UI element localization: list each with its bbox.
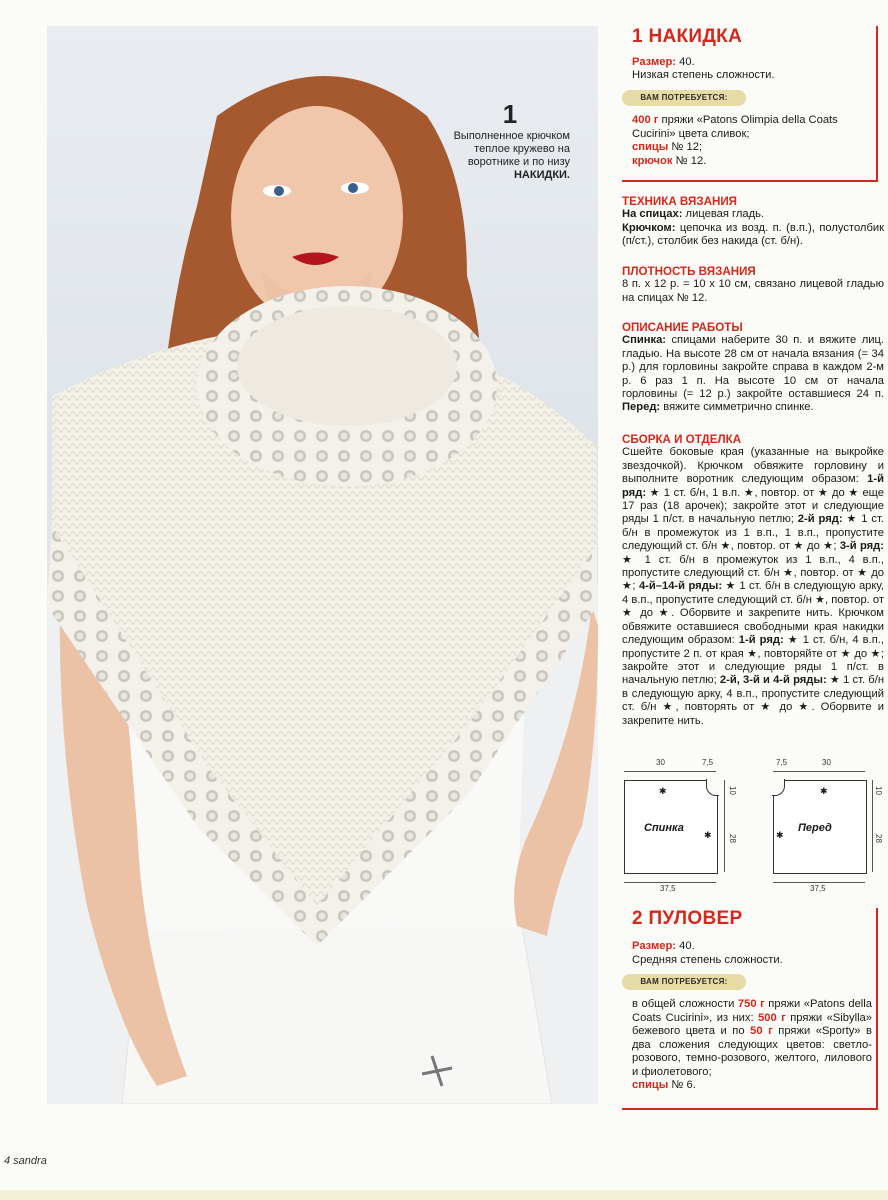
dim-front-right-b: 28 (873, 834, 883, 843)
section-title-poncho: 1 НАКИДКА (632, 26, 743, 47)
dim-back-top-a: 30 (656, 758, 665, 767)
dim-front-right-a: 10 (873, 786, 883, 795)
bottom-strip (0, 1190, 888, 1200)
model-illustration (47, 26, 598, 1104)
materials-list-2: в общей сложности 750 г пряжи «Patons della Coats Cucirini», из них: 500 г пряжи «Sibylla» бежевого цвета и по 50 г пряжи «Sporty» в два сложения следующих цветов: светло-розового, темно-розового, желтого, лилового и фиолетового; спицы № 6. (632, 998, 873, 1091)
technique-heading: ТЕХНИКА ВЯЗАНИЯ (622, 195, 738, 208)
difficulty-line-2: Средняя степень сложности. (632, 954, 783, 966)
dim-front-top-a: 7,5 (776, 758, 788, 767)
schema-back-label: Спинка (644, 822, 684, 834)
work-block (622, 321, 884, 415)
materials-badge: ВАМ ПОТРЕБУЕТСЯ: (622, 90, 746, 106)
technique-block (622, 195, 884, 249)
difficulty-line: Низкая степень сложности. (632, 69, 775, 81)
size-line: Размер: 40. (632, 56, 695, 68)
work-heading: ОПИСАНИЕ РАБОТЫ (622, 321, 743, 334)
schema-back: 30 7,5 ✱ ✱ Спинка 10 28 37,5 (622, 758, 746, 894)
density-block (622, 265, 884, 305)
schema-front: 7,5 30 ✱ ✱ Перед 10 28 37,5 (770, 758, 886, 894)
materials-badge-2: ВАМ ПОТРЕБУЕТСЯ: (622, 974, 746, 990)
section-pullover (622, 908, 878, 1110)
dim-back-right-a: 10 (727, 786, 737, 795)
model-photo (47, 26, 598, 1104)
assembly-heading: СБОРКА И ОТДЕЛКА (622, 433, 742, 446)
assembly-text: Сшейте боковые края (указанные на выкройке звездочкой). Крючком обвяжите горловину и выполните воротник следующим образом: 1-й ряд: ★ 1 ст. б/н, 1 в.п. ★, повтор. от ★ до ★ еще 17 раз (18 арочек); закройте этот и следующие ряды 1 п/ст. в начальную петлю; 2-й ряд: ★ 1 ст. б/н в промежуток из 1 в.п., 1 в.п., пропустите следующий ст. б/н ★, повтор. от ★ до ★; 3-й ряд: ★ 1 ст. б/н в промежуток из 1 в.п., 4 в.п., пропустите следующий ст. б/н ★, повтор. от ★ до ★; 4-й–14-й ряды: ★ 1 ст. б/н в следующую арку, 4 в.п., пропустите следующий ст. б/н ★, повтор. от ★ до ★. Оборвите и закрепите нить. Крючком обвяжите оставшиеся свободными края накидки следующим образом: 1-й ряд: ★ 1 ст. б/н, 4 в.п., пропустите 2 п. от края ★, повторяйте от ★ до ★; закройте этот и следующие ряды 1 п/ст. в начальную петлю; 2-й, 3-й и 4-й ряды: ★ 1 ст. б/н в следующую арку, 4 в.п., пропустите следующий ст. б/н ★, повторять от ★ до ★. Оборвите и закрепите нить. (622, 446, 884, 727)
schema-front-label: Перед (798, 822, 832, 834)
caption-bold: НАКИДКИ. (513, 169, 570, 181)
technique-text: На спицах: лицевая гладь. Крючком: цепочка из возд. п. (в.п.), полустолбик (п/ст.), столбик без накида (ст. б/н). (622, 208, 884, 248)
work-text: Спинка: спицами наберите 30 п. и вяжите лиц. гладью. На высоте 28 см от начала вязания (= 34 р.) для горловины закройте справа в каждом 2-м р. 6 раз 1 п. На высоте 10 см от начала горловины (= 12 р.) закройте оставшиеся 24 п. Перед: вяжите симметрично спинке. (622, 334, 884, 414)
density-heading: ПЛОТНОСТЬ ВЯЗАНИЯ (622, 265, 756, 278)
dim-front-bottom: 37,5 (810, 884, 826, 893)
dim-back-bottom: 37,5 (660, 884, 676, 893)
dim-back-top-b: 7,5 (702, 758, 714, 767)
page-footer: 4 sandra (4, 1155, 47, 1167)
section-poncho-header (622, 26, 878, 182)
caption-text: Выполненное крючком теплое кружево на воротнике и по низу (453, 130, 570, 168)
photo-caption (450, 100, 570, 182)
dim-front-top-b: 30 (822, 758, 831, 767)
dim-back-right-b: 28 (727, 834, 737, 843)
caption-number: 1 (502, 99, 518, 129)
materials-list: 400 г пряжи «Patons Olimpia della Coats Cucirini» цвета сливок; спицы № 12; крючок № 12. (632, 114, 838, 167)
section-title-pullover: 2 ПУЛОВЕР (632, 908, 743, 929)
density-text: 8 п. х 12 р. = 10 х 10 см, связано лицевой гладью на спицах № 12. (622, 278, 884, 304)
size-line-2: Размер: 40. (632, 940, 695, 952)
assembly-block (622, 433, 884, 728)
